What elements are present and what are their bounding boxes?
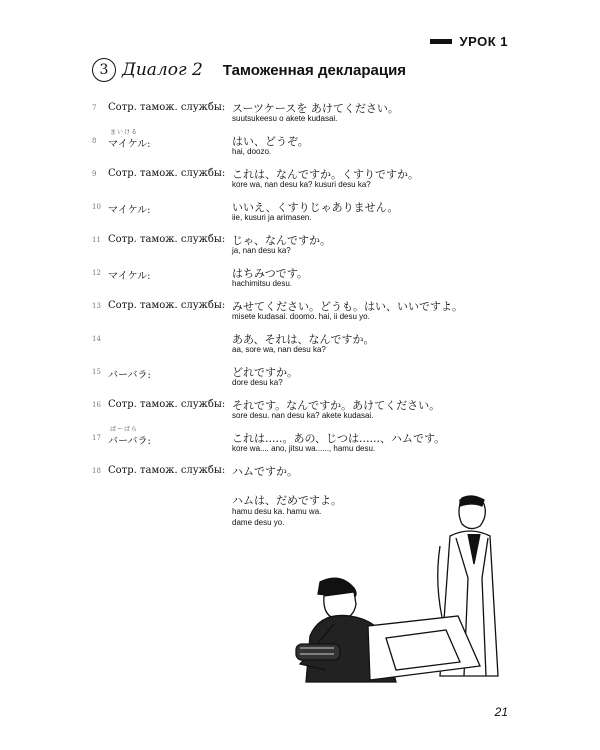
speaker: バーバラ:: [108, 370, 151, 381]
romaji-text: kore wa, nan desu ka? kusuri desu ka?: [232, 180, 371, 189]
romaji-text: iie, kusuri ja arimasen.: [232, 213, 312, 222]
dialog-title: Таможенная декларация: [222, 61, 407, 79]
line-number: 16: [92, 401, 101, 409]
speaker-name: バーバラ:: [108, 436, 151, 447]
speaker: Сотр. тамож. службы:: [108, 168, 226, 179]
japanese-text: ああ、それは、なんですか。: [232, 333, 375, 346]
japanese-text: これは、なんですか。くすりですか。: [232, 168, 419, 181]
romaji-text: suutsukeesu o akete kudasai.: [232, 114, 338, 123]
romaji-text: misete kudasai. doomo. hai, ii desu yo.: [232, 312, 370, 321]
dialog-title-row: [92, 58, 406, 82]
furigana: まいける: [110, 129, 139, 136]
japanese-text: ハムですか。: [232, 465, 298, 478]
speaker: Сотр. тамож. службы:: [108, 399, 226, 410]
line-number: 17: [92, 434, 101, 442]
japanese-text: はい、どうぞ。: [232, 135, 309, 148]
dialog-label: Диалог 2: [122, 60, 203, 80]
japanese-text: みせてください。どうも。はい、いいですよ。: [232, 300, 463, 313]
speaker: [108, 129, 151, 150]
japanese-text: スーツケースを あけてください。: [232, 102, 399, 115]
dialog-line: [92, 197, 492, 230]
dialog-line: [92, 131, 492, 164]
speaker: Сотр. тамож. службы:: [108, 300, 226, 311]
speaker: Сотр. тамож. службы:: [108, 234, 226, 245]
japanese-text: はちみつです。: [232, 267, 308, 280]
japanese-text: じゃ、なんですか。: [232, 234, 331, 247]
dialog-line: [92, 296, 492, 329]
speaker: マイケル:: [108, 205, 151, 216]
romaji-text: hai, doozo.: [232, 147, 272, 156]
line-number: 11: [92, 236, 101, 244]
romaji-text: sore desu. nan desu ka? akete kudasai.: [232, 411, 374, 420]
page-number: 21: [494, 705, 508, 719]
dialog-line: [92, 362, 492, 395]
line-number: 12: [92, 269, 101, 277]
romaji-text: dore desu ka?: [232, 378, 283, 387]
dialog-line: [92, 98, 492, 131]
japanese-text: どれですか。: [232, 366, 298, 379]
japanese-text-2: ハムは、だめですよ。: [232, 494, 342, 507]
speaker: マイケル:: [108, 271, 151, 282]
header-rule: [430, 39, 452, 44]
customs-illustration-svg: [290, 486, 505, 686]
line-number: 10: [92, 203, 101, 211]
japanese-text: いいえ、くすりじゃありません。: [232, 201, 399, 214]
dialog-line: [92, 428, 492, 461]
speaker: [108, 426, 151, 447]
line-number: 13: [92, 302, 101, 310]
line-number: 18: [92, 467, 101, 475]
line-number: 14: [92, 335, 101, 343]
japanese-text: それです。なんですか。あけてください。: [232, 399, 441, 412]
line-number: 8: [92, 137, 97, 145]
romaji-text: ja, nan desu ka?: [232, 246, 291, 255]
line-number: 9: [92, 170, 97, 178]
customs-illustration: [290, 486, 505, 686]
dialog-line: [92, 164, 492, 197]
romaji-text: hachimitsu desu.: [232, 279, 293, 288]
speaker-name: マイケル:: [108, 139, 151, 150]
romaji-text: kore wa.... ano, jitsu wa......, hamu desu.: [232, 444, 376, 453]
romaji-text: dame desu yo.: [232, 518, 285, 527]
dialog-lines: [92, 98, 492, 527]
speaker: Сотр. тамож. службы:: [108, 465, 226, 476]
dialog-line: [92, 230, 492, 263]
dialog-number-circle: [92, 58, 116, 82]
furigana: ばーばら: [110, 426, 139, 433]
speaker: Сотр. тамож. службы:: [108, 102, 226, 113]
dialog-line: [92, 263, 492, 296]
line-number: 7: [92, 104, 97, 112]
lesson-label: УРОК 1: [459, 34, 508, 49]
japanese-text: これは.....。あの、じつは......、ハムです。: [232, 432, 446, 445]
dialog-line: [92, 329, 492, 362]
romaji-text: aa, sore wa, nan desu ka?: [232, 345, 326, 354]
romaji-text: hamu desu ka. hamu wa.: [232, 507, 322, 516]
lesson-header: [430, 34, 508, 49]
line-number: 15: [92, 368, 101, 376]
dialog-line: [92, 395, 492, 428]
dialog-number: 3: [99, 62, 109, 78]
